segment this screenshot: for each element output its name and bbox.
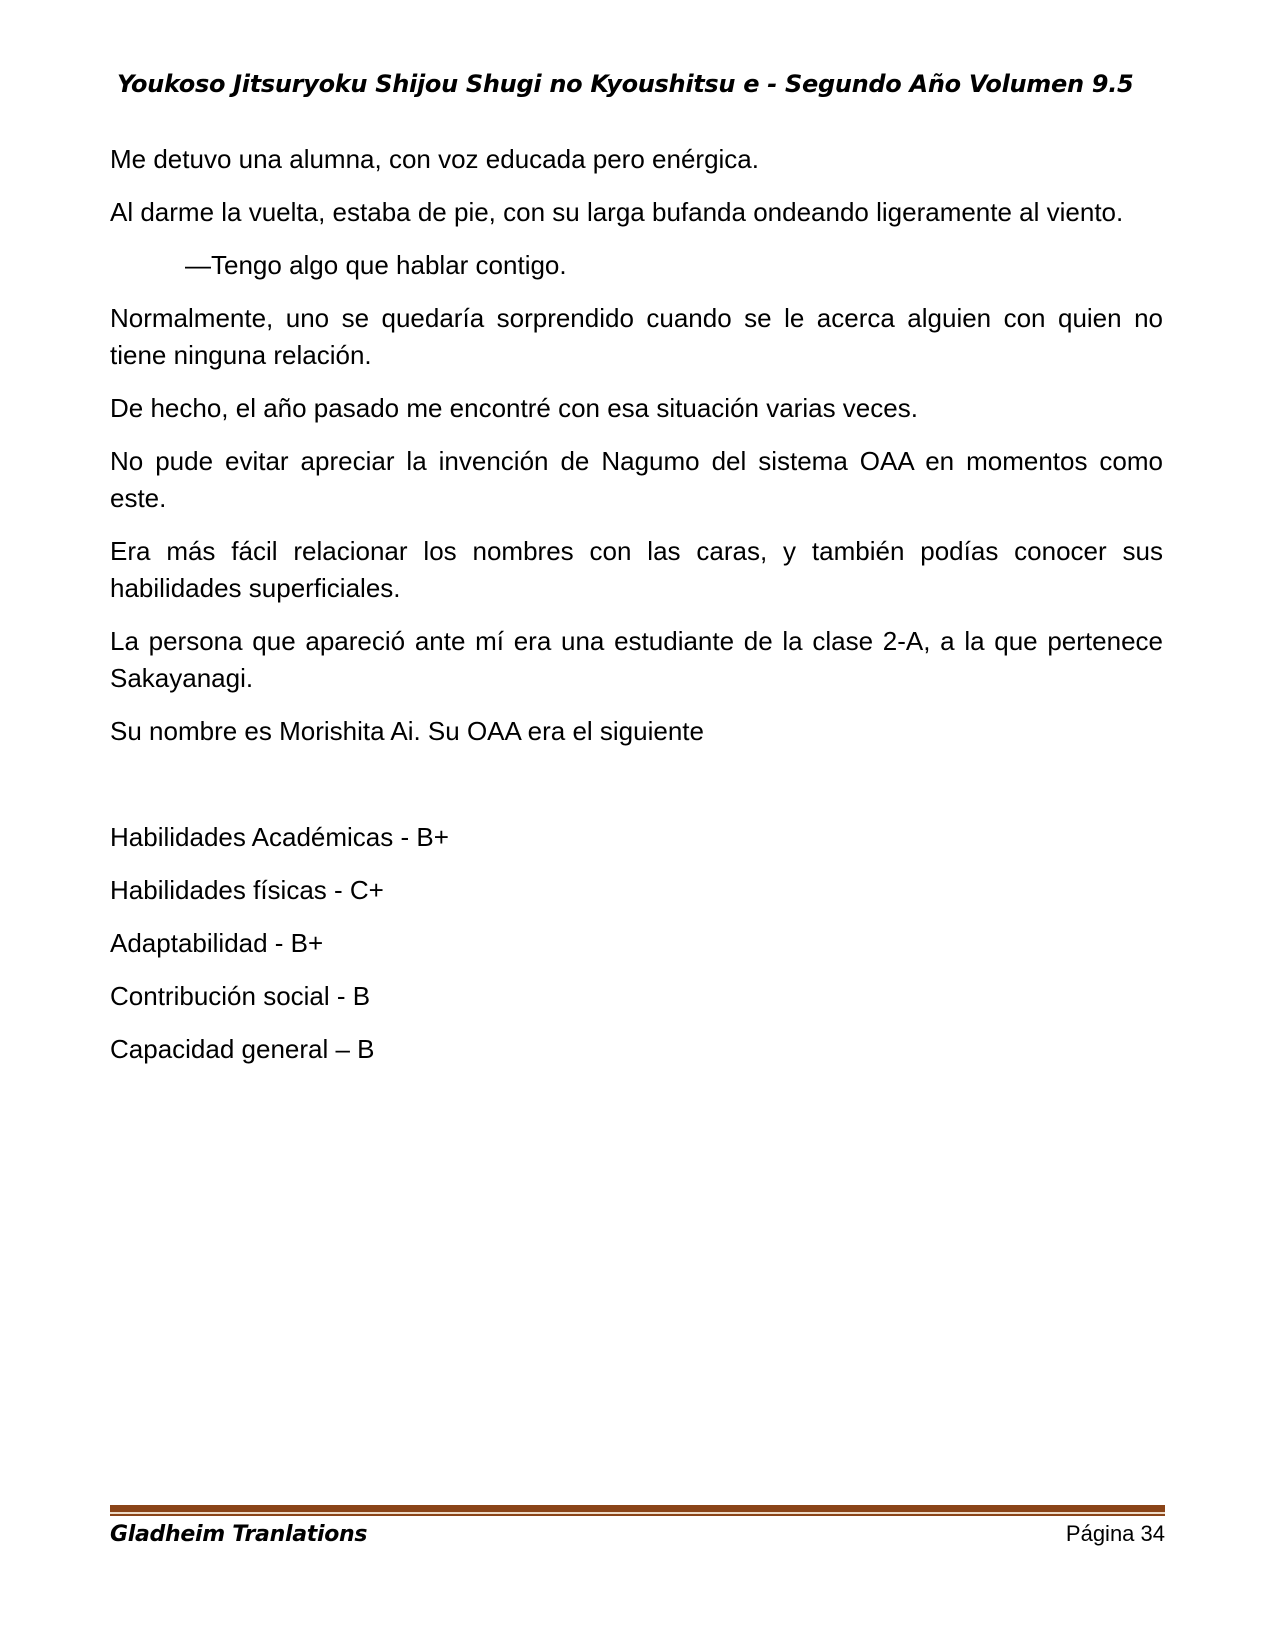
paragraph: Era más fácil relacionar los nombres con las caras, y también podías conocer sus habilidades superficiales. (110, 536, 1163, 603)
oaa-rating-adaptability: Adaptabilidad - B+ (110, 928, 324, 958)
page-footer (110, 1505, 1165, 1547)
paragraph: La persona que apareció ante mí era una estudiante de la clase 2-A, a la que pertenece Sakayanagi. (110, 626, 1163, 693)
page-header-title: Youkoso Jitsuryoku Shijou Shugi no Kyoushitsu e - Segundo Año Volumen 9.5 (117, 70, 1134, 98)
paragraph: De hecho, el año pasado me encontré con esa situación varias veces. (110, 393, 918, 423)
oaa-rating-physical: Habilidades físicas - C+ (110, 875, 384, 905)
footer-rule-thin (110, 1514, 1165, 1516)
oaa-rating-overall: Capacidad general – B (110, 1034, 375, 1064)
footer-rule-thick (110, 1505, 1165, 1512)
oaa-rating-academic: Habilidades Académicas - B+ (110, 822, 449, 852)
paragraph: Normalmente, uno se quedaría sorprendido cuando se le acerca alguien con quien no tiene ninguna relación. (110, 303, 1163, 370)
oaa-rating-social: Contribución social - B (110, 981, 371, 1011)
paragraph: Su nombre es Morishita Ai. Su OAA era el siguiente (110, 716, 704, 746)
paragraph: Me detuvo una alumna, con voz educada pero enérgica. (110, 144, 759, 174)
footer-page-number: Página 34 (1065, 1521, 1165, 1546)
dialogue-paragraph: —Tengo algo que hablar contigo. (185, 250, 567, 280)
footer-translator-name: Gladheim Tranlations (110, 1522, 368, 1547)
body-text (110, 141, 1163, 1084)
paragraph: Al darme la vuelta, estaba de pie, con su larga bufanda ondeando ligeramente al viento. (110, 197, 1124, 227)
blank-line (110, 766, 1163, 803)
paragraph: No pude evitar apreciar la invención de Nagumo del sistema OAA en momentos como este. (110, 446, 1163, 513)
